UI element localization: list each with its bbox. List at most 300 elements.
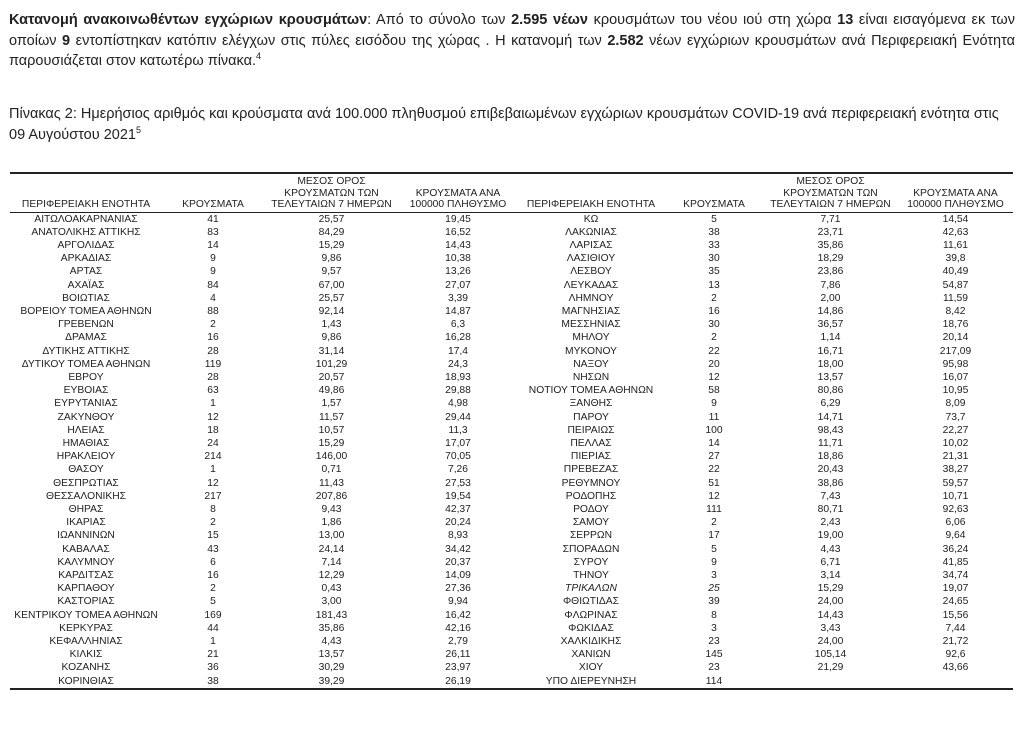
left-region-name-cell: ΑΙΤΩΛΟΑΚΑΡΝΑΝΙΑΣ — [34, 213, 138, 225]
right-region-name-cell: ΠΕΛΛΑΣ — [570, 437, 612, 449]
left-avg-7day-cell: 25,57 — [318, 292, 345, 304]
right-cases-cell: 2 — [711, 292, 717, 304]
table-row — [10, 543, 1013, 556]
left-region-name-cell: ΒΟΙΩΤΙΑΣ — [62, 292, 110, 304]
right-cases-per-100k-cell: 73,7 — [945, 411, 966, 423]
table-row — [10, 384, 1013, 397]
right-region-name-cell: ΚΩ — [583, 213, 599, 225]
left-cases-cell: 16 — [207, 569, 219, 581]
right-avg-7day-cell: 23,86 — [817, 266, 844, 278]
left-cases-cell: 28 — [207, 345, 219, 357]
table-row — [10, 371, 1013, 384]
right-region-name-cell: ΦΛΩΡΙΝΑΣ — [564, 609, 618, 621]
left-avg-7day-cell: 11,43 — [318, 477, 344, 489]
left-region-name-cell: ΔΥΤΙΚΗΣ ΑΤΤΙΚΗΣ — [42, 345, 130, 357]
right-cases-per-100k-cell: 34,74 — [942, 569, 969, 581]
right-avg-7day-cell: 4,43 — [820, 543, 841, 555]
right-cases-per-100k-cell: 40,49 — [942, 266, 969, 278]
left-cases-per-100k-cell: 34,42 — [445, 543, 471, 555]
right-cases-per-100k-cell: 10,02 — [942, 437, 969, 449]
right-cases-cell: 20 — [708, 358, 720, 370]
left-cases-cell: 169 — [204, 609, 222, 621]
right-avg-7day-cell: 16,71 — [817, 345, 844, 357]
left-cases-per-100k-cell: 17,4 — [447, 345, 469, 357]
left-avg-7day-cell: 11,57 — [318, 411, 344, 423]
right-cases-cell: 2 — [711, 332, 717, 344]
table-row — [10, 648, 1013, 661]
intro-text: εντοπίστηκαν κατόπιν ελέγχων στις πύλες εισόδου της χώρας . Η κατανομή των — [70, 32, 608, 49]
left-cases-cell: 21 — [207, 649, 219, 661]
right-cases-cell: 13 — [708, 279, 720, 291]
right-cases-cell: 14 — [708, 437, 720, 449]
right-region-name-cell: ΠΑΡΟΥ — [573, 411, 609, 423]
right-region-name-cell: ΜΗΛΟΥ — [572, 332, 610, 344]
right-region-name-cell: ΜΕΣΣΗΝΙΑΣ — [561, 319, 621, 331]
intro-text: είναι εισαγόμενα εκ των οποίων — [9, 12, 1016, 49]
left-region-name-cell: ΑΡΚΑΔΙΑΣ — [60, 253, 112, 265]
left-avg-7day-cell: 15,29 — [318, 239, 345, 251]
left-avg-7day-cell: 67,00 — [318, 279, 345, 291]
right-cases-per-100k-cell: 20,14 — [942, 332, 969, 344]
left-avg-7day-cell: 9,43 — [321, 503, 342, 515]
left-avg-7day-cell: 7,14 — [321, 556, 342, 568]
right-cases-cell: 17 — [708, 530, 720, 542]
table-row — [10, 622, 1013, 635]
right-region-name-cell: ΜΑΓΝΗΣΙΑΣ — [561, 305, 621, 317]
header-7day-avg: ΜΕΣΟΣ ΟΡΟΣ ΚΡΟΥΣΜΑΤΩΝ ΤΩΝ ΤΕΛΕΥΤΑΙΩΝ 7 ΗΜΕΡΩΝ — [763, 174, 898, 212]
right-region-name-cell: ΛΑΚΩΝΙΑΣ — [565, 226, 617, 238]
left-avg-7day-cell: 13,00 — [318, 530, 345, 542]
right-avg-7day-cell: 7,71 — [820, 213, 841, 225]
right-region-name-cell: ΡΟΔΟΠΗΣ — [565, 490, 617, 502]
left-avg-7day-cell: 92,14 — [318, 305, 345, 317]
table-row — [10, 503, 1013, 516]
header-region: ΠΕΡΙΦΕΡΕΙΑΚΗ ΕΝΟΤΗΤΑ — [517, 174, 665, 212]
left-avg-7day-cell: 1,43 — [321, 319, 342, 331]
left-cases-cell: 28 — [207, 371, 219, 383]
right-avg-7day-cell: 20,43 — [817, 464, 844, 476]
left-cases-cell: 24 — [207, 437, 219, 449]
table-row — [10, 305, 1013, 318]
table-row — [10, 556, 1013, 569]
left-avg-7day-cell: 9,57 — [321, 266, 342, 278]
left-cases-per-100k-cell: 70,05 — [445, 451, 471, 463]
right-cases-per-100k-cell: 22,27 — [942, 424, 969, 436]
header-cases: ΚΡΟΥΣΜΑΤΑ — [162, 174, 264, 212]
right-region-name-cell: ΦΘΙΩΤΙΔΑΣ — [562, 596, 620, 608]
right-cases-per-100k-cell — [898, 675, 1013, 689]
right-avg-7day-cell: 1,14 — [820, 332, 841, 344]
header-per-100k: ΚΡΟΥΣΜΑΤΑ ΑΝΑ 100000 ΠΛΗΘΥΣΜΟ — [898, 174, 1013, 212]
right-cases-cell: 25 — [708, 583, 720, 595]
left-cases-per-100k-cell: 24,3 — [447, 358, 469, 370]
left-region-name-cell: ΘΑΣΟΥ — [68, 464, 104, 476]
left-region-name-cell: ΙΚΑΡΙΑΣ — [66, 517, 106, 529]
left-cases-per-100k-cell: 19,54 — [445, 490, 471, 502]
left-cases-per-100k-cell: 14,09 — [445, 569, 471, 581]
right-cases-per-100k-cell: 54,87 — [942, 279, 969, 291]
footnote-ref: 4 — [256, 51, 262, 62]
right-region-name-cell: ΛΑΣΙΘΙΟΥ — [566, 253, 616, 265]
left-cases-cell: 16 — [207, 332, 219, 344]
right-avg-7day-cell: 6,29 — [820, 398, 841, 410]
left-region-name-cell: ΙΩΑΝΝΙΝΩΝ — [57, 530, 115, 542]
left-avg-7day-cell: 1,57 — [321, 398, 342, 410]
intro-total-new: 2.595 νέων — [511, 12, 588, 28]
left-cases-cell: 36 — [207, 662, 219, 674]
left-region-name-cell: ΚΑΣΤΟΡΙΑΣ — [57, 596, 115, 608]
right-region-name-cell: ΝΗΣΩΝ — [572, 371, 610, 383]
right-region-name-cell: ΝΑΞΟΥ — [573, 358, 609, 370]
right-cases-per-100k-cell: 15,56 — [942, 609, 969, 621]
left-avg-7day-cell: 10,57 — [318, 424, 345, 436]
left-cases-cell: 1 — [210, 636, 216, 647]
left-avg-7day-cell: 13,57 — [318, 649, 345, 661]
right-cases-per-100k-cell: 7,44 — [945, 622, 966, 634]
left-cases-per-100k-cell: 16,52 — [445, 226, 471, 238]
table-row — [10, 318, 1013, 331]
left-cases-per-100k-cell: 18,93 — [445, 371, 471, 383]
right-cases-cell: 33 — [708, 239, 720, 251]
left-cases-per-100k-cell: 4,98 — [447, 398, 469, 410]
left-cases-per-100k-cell: 16,42 — [445, 609, 471, 621]
left-cases-cell: 63 — [207, 385, 219, 397]
left-region-name-cell: ΚΟΡΙΝΘΙΑΣ — [10, 675, 162, 689]
left-region-name-cell: ΚΑΡΔΙΤΣΑΣ — [58, 569, 114, 581]
left-region-name-cell: ΖΑΚΥΝΘΟΥ — [57, 411, 115, 423]
left-cases-cell: 88 — [207, 305, 219, 317]
left-avg-7day-cell: 25,57 — [318, 213, 345, 225]
right-cases-per-100k-cell: 39,8 — [945, 253, 966, 265]
right-cases-per-100k-cell: 8,42 — [945, 305, 966, 317]
left-avg-7day-cell: 31,14 — [318, 345, 345, 357]
right-cases-per-100k-cell: 16,07 — [942, 371, 969, 383]
right-avg-7day-cell: 14,43 — [817, 609, 844, 621]
right-cases-per-100k-cell: 8,09 — [945, 398, 966, 410]
intro-paragraph — [9, 10, 1015, 72]
table-row — [10, 226, 1013, 239]
intro-text: κρουσμάτων του νέου ιού στη χώρα — [587, 12, 838, 28]
table-row — [10, 463, 1013, 476]
table-row — [10, 212, 1013, 226]
right-cases-cell: 35 — [708, 266, 720, 278]
right-cases-cell: 38 — [708, 226, 720, 238]
table-row — [10, 252, 1013, 265]
right-avg-7day-cell: 14,71 — [817, 411, 844, 423]
left-cases-cell: 84 — [207, 279, 219, 291]
table-row — [10, 331, 1013, 344]
right-cases-cell: 12 — [708, 490, 720, 502]
left-cases-per-100k-cell: 23,97 — [445, 662, 471, 674]
header-region: ΠΕΡΙΦΕΡΕΙΑΚΗ ΕΝΟΤΗΤΑ — [10, 174, 162, 212]
left-cases-per-100k-cell: 7,26 — [447, 464, 469, 476]
left-cases-per-100k-cell: 27,36 — [445, 583, 471, 595]
left-cases-cell: 44 — [207, 622, 219, 634]
right-avg-7day-cell: 80,71 — [817, 503, 844, 515]
intro-imported: 13 — [837, 12, 854, 28]
table-row — [10, 279, 1013, 292]
left-avg-7day-cell: 0,71 — [321, 464, 342, 476]
left-cases-cell: 14 — [207, 239, 219, 251]
right-cases-cell: 3 — [711, 569, 717, 581]
left-region-name-cell: ΕΒΡΟΥ — [68, 371, 104, 383]
table-row — [10, 292, 1013, 305]
left-cases-per-100k-cell: 16,28 — [445, 332, 471, 344]
left-cases-per-100k-cell: 27,53 — [445, 477, 471, 489]
table-row — [10, 437, 1013, 450]
right-cases-per-100k-cell: 38,27 — [942, 464, 969, 476]
right-region-name-cell: ΧΑΝΙΩΝ — [571, 649, 611, 661]
left-region-name-cell: ΚΑΡΠΑΘΟΥ — [57, 583, 115, 595]
right-region-name-cell: ΠΡΕΒΕΖΑΣ — [563, 464, 619, 476]
left-cases-per-100k-cell: 8,93 — [447, 530, 469, 542]
left-cases-cell: 38 — [162, 675, 264, 689]
right-cases-cell: 2 — [711, 517, 717, 529]
right-cases-cell: 22 — [708, 345, 720, 357]
right-region-name-cell: ΛΕΣΒΟΥ — [570, 266, 612, 278]
right-cases-per-100k-cell: 10,95 — [942, 385, 969, 397]
right-cases-per-100k-cell: 9,64 — [945, 530, 966, 542]
header-7day-avg: ΜΕΣΟΣ ΟΡΟΣ ΚΡΟΥΣΜΑΤΩΝ ΤΩΝ ΤΕΛΕΥΤΑΙΩΝ 7 ΗΜΕΡΩΝ — [264, 174, 399, 212]
right-cases-cell: 58 — [708, 385, 720, 397]
right-cases-per-100k-cell: 92,6 — [945, 649, 966, 661]
left-avg-7day-cell: 39,29 — [264, 675, 399, 689]
right-cases-cell: 39 — [708, 596, 720, 608]
table-row — [10, 345, 1013, 358]
right-avg-7day-cell: 19,00 — [817, 530, 844, 542]
right-cases-per-100k-cell: 24,65 — [942, 596, 969, 608]
right-region-name-cell: ΤΗΝΟΥ — [573, 569, 609, 581]
right-region-name-cell: ΛΑΡΙΣΑΣ — [569, 239, 613, 251]
right-cases-cell: 5 — [711, 543, 717, 555]
right-avg-7day-cell: 6,71 — [820, 556, 841, 568]
table-row — [10, 450, 1013, 463]
right-avg-7day-cell: 3,43 — [820, 622, 841, 634]
right-cases-cell: 22 — [708, 464, 720, 476]
right-cases-per-100k-cell: 14,54 — [942, 213, 969, 225]
left-avg-7day-cell: 1,86 — [321, 517, 342, 529]
right-region-name-cell: ΣΥΡΟΥ — [573, 556, 609, 568]
left-cases-per-100k-cell: 42,16 — [445, 622, 471, 634]
left-cases-per-100k-cell: 26,11 — [445, 649, 471, 661]
right-cases-cell: 30 — [708, 319, 720, 331]
left-cases-cell: 217 — [204, 490, 222, 502]
intro-text: : Από το σύνολο των — [367, 12, 512, 28]
right-avg-7day-cell: 21,29 — [817, 662, 844, 674]
right-avg-7day-cell: 105,14 — [814, 649, 847, 661]
intro-text: νέων εγχώριων κρουσμάτων ανά Περιφερειακή Ενότητα παρουσιάζεται στον κατωτέρω πίνακα. — [9, 32, 1016, 69]
right-avg-7day-cell: 2,43 — [820, 517, 841, 529]
right-region-name-cell: ΠΙΕΡΙΑΣ — [570, 451, 612, 463]
right-cases-cell: 9 — [711, 556, 717, 568]
right-avg-7day-cell: 36,57 — [817, 319, 844, 331]
right-cases-cell: 3 — [711, 622, 717, 634]
left-region-name-cell: ΘΕΣΣΑΛΟΝΙΚΗΣ — [45, 490, 127, 502]
right-cases-cell: 51 — [708, 477, 720, 489]
right-avg-7day-cell: 38,86 — [817, 477, 844, 489]
right-avg-7day-cell: 24,00 — [817, 636, 844, 647]
right-cases-cell: 27 — [708, 451, 720, 463]
right-cases-per-100k-cell: 10,71 — [942, 490, 969, 502]
intro-heading: Κατανομή ανακοινωθέντων εγχώριων κρουσμάτων — [9, 12, 368, 28]
right-cases-per-100k-cell: 42,63 — [942, 226, 969, 238]
left-cases-per-100k-cell: 19,45 — [445, 213, 471, 225]
right-cases-cell: 145 — [705, 649, 723, 661]
right-cases-cell: 100 — [705, 424, 723, 436]
right-region-name-cell: ΞΑΝΘΗΣ — [569, 398, 613, 410]
left-cases-cell: 1 — [210, 398, 216, 410]
right-region-name-cell: ΛΗΜΝΟΥ — [568, 292, 614, 304]
left-cases-cell: 83 — [207, 226, 219, 238]
left-region-name-cell: ΓΡΕΒΕΝΩΝ — [58, 319, 114, 331]
left-region-name-cell: ΔΡΑΜΑΣ — [65, 332, 107, 344]
left-cases-cell: 4 — [210, 292, 216, 304]
table-row — [10, 239, 1013, 252]
table-header-row — [10, 174, 1013, 212]
right-cases-cell: 5 — [711, 213, 717, 225]
table-row — [10, 477, 1013, 490]
left-region-name-cell: ΚΑΛΥΜΝΟΥ — [57, 556, 115, 568]
left-cases-per-100k-cell: 14,43 — [445, 239, 471, 251]
cases-table — [10, 172, 1013, 690]
left-cases-per-100k-cell: 6,3 — [450, 319, 466, 331]
left-cases-per-100k-cell: 13,26 — [445, 266, 471, 278]
right-avg-7day-cell: 15,29 — [817, 583, 844, 595]
left-cases-per-100k-cell: 29,44 — [445, 411, 471, 423]
right-avg-7day-cell: 98,43 — [817, 424, 844, 436]
right-cases-cell: 9 — [711, 398, 717, 410]
left-cases-cell: 18 — [207, 424, 219, 436]
right-region-name-cell: ΣΑΜΟΥ — [572, 517, 610, 529]
left-region-name-cell: ΘΕΣΠΡΩΤΙΑΣ — [53, 477, 119, 489]
right-avg-7day-cell: 80,86 — [817, 385, 844, 397]
right-region-name-cell: ΡΕΘΥΜΝΟΥ — [561, 477, 621, 489]
left-cases-cell: 8 — [210, 503, 216, 515]
right-cases-per-100k-cell: 11,59 — [942, 292, 968, 304]
left-region-name-cell: ΚΙΛΚΙΣ — [69, 649, 103, 661]
right-cases-per-100k-cell: 92,63 — [942, 503, 969, 515]
right-cases-per-100k-cell: 6,06 — [945, 517, 966, 529]
left-region-name-cell: ΚΕΦΑΛΛΗΝΙΑΣ — [49, 636, 123, 647]
left-cases-per-100k-cell: 27,07 — [445, 279, 471, 291]
left-avg-7day-cell: 9,86 — [321, 332, 342, 344]
left-region-name-cell: ΒΟΡΕΙΟΥ ΤΟΜΕΑ ΑΘΗΝΩΝ — [20, 305, 152, 317]
left-region-name-cell: ΑΡΤΑΣ — [69, 266, 103, 278]
left-region-name-cell: ΚΕΝΤΡΙΚΟΥ ΤΟΜΕΑ ΑΘΗΝΩΝ — [14, 609, 158, 621]
footnote-ref: 5 — [135, 124, 141, 135]
right-cases-cell: 11 — [708, 411, 720, 423]
left-cases-cell: 6 — [210, 556, 216, 568]
right-cases-per-100k-cell: 95,98 — [942, 358, 969, 370]
intro-domestic: 2.582 — [607, 32, 644, 49]
left-cases-per-100k-cell: 2,79 — [447, 636, 469, 647]
left-cases-per-100k-cell: 42,37 — [445, 503, 471, 515]
right-region-name-cell: ΤΡΙΚΑΛΩΝ — [565, 583, 617, 595]
left-avg-7day-cell: 9,86 — [321, 253, 342, 265]
right-region-name-cell: ΣΕΡΡΩΝ — [569, 530, 613, 542]
left-region-name-cell: ΕΥΒΟΙΑΣ — [63, 385, 109, 397]
left-avg-7day-cell: 20,57 — [318, 371, 345, 383]
right-cases-per-100k-cell: 36,24 — [942, 543, 969, 555]
table-caption — [9, 104, 1015, 145]
right-avg-7day-cell: 23,71 — [817, 226, 844, 238]
right-avg-7day-cell: 7,43 — [820, 490, 841, 502]
right-cases-per-100k-cell: 43,66 — [942, 662, 969, 674]
right-cases-cell: 8 — [711, 609, 717, 621]
right-avg-7day-cell: 13,57 — [817, 371, 844, 383]
left-cases-cell: 2 — [210, 517, 216, 529]
right-region-name-cell: ΜΥΚΟΝΟΥ — [565, 345, 617, 357]
table-row — [10, 595, 1013, 608]
left-cases-cell: 41 — [207, 213, 219, 225]
left-cases-per-100k-cell: 11,3 — [448, 424, 468, 436]
right-avg-7day-cell: 3,14 — [820, 569, 841, 581]
left-avg-7day-cell: 84,29 — [318, 226, 345, 238]
left-cases-per-100k-cell: 9,94 — [447, 596, 469, 608]
right-avg-7day-cell: 2,00 — [820, 292, 841, 304]
table-row — [10, 635, 1013, 648]
table-row — [10, 609, 1013, 622]
left-region-name-cell: ΗΡΑΚΛΕΙΟΥ — [56, 451, 116, 463]
left-region-name-cell: ΚΕΡΚΥΡΑΣ — [59, 622, 113, 634]
left-avg-7day-cell: 0,43 — [321, 583, 342, 595]
left-cases-per-100k-cell: 20,37 — [445, 556, 471, 568]
left-cases-cell: 9 — [210, 266, 216, 278]
left-region-name-cell: ΚΑΒΑΛΑΣ — [62, 543, 110, 555]
right-avg-7day-cell: 35,86 — [817, 239, 844, 251]
left-region-name-cell: ΑΡΓΟΛΙΔΑΣ — [57, 239, 115, 251]
left-region-name-cell: ΔΥΤΙΚΟΥ ΤΟΜΕΑ ΑΘΗΝΩΝ — [21, 358, 151, 370]
left-cases-cell: 12 — [207, 477, 219, 489]
right-cases-per-100k-cell: 19,07 — [942, 583, 969, 595]
left-cases-per-100k-cell: 20,24 — [445, 517, 471, 529]
left-avg-7day-cell: 24,14 — [318, 543, 345, 555]
left-cases-cell: 15 — [207, 530, 219, 542]
left-cases-cell: 5 — [210, 596, 216, 608]
right-cases-per-100k-cell: 21,72 — [942, 636, 969, 647]
left-region-name-cell: ΕΥΡΥΤΑΝΙΑΣ — [54, 398, 118, 410]
right-region-name-cell: ΦΩΚΙΔΑΣ — [568, 622, 614, 634]
intro-border: 9 — [62, 32, 71, 49]
right-cases-cell: 23 — [708, 636, 720, 647]
right-region-name-cell: ΣΠΟΡΑΔΩΝ — [562, 543, 620, 555]
left-region-name-cell: ΑΧΑΪΑΣ — [67, 279, 105, 291]
left-avg-7day-cell: 15,29 — [318, 437, 345, 449]
right-region-name-cell: ΥΠΟ ΔΙΕΡΕΥΝΗΣΗ — [517, 675, 665, 689]
right-region-name-cell: ΝΟΤΙΟΥ ΤΟΜΕΑ ΑΘΗΝΩΝ — [528, 385, 654, 397]
right-avg-7day-cell: 18,00 — [817, 358, 844, 370]
table-row — [10, 265, 1013, 278]
right-cases-cell: 114 — [665, 675, 763, 689]
right-region-name-cell: ΛΕΥΚΑΔΑΣ — [563, 279, 619, 291]
header-cases: ΚΡΟΥΣΜΑΤΑ — [665, 174, 763, 212]
table-row — [10, 516, 1013, 529]
right-cases-per-100k-cell: 21,31 — [942, 451, 969, 463]
table-row — [10, 424, 1013, 437]
right-region-name-cell: ΧΑΛΚΙΔΙΚΗΣ — [560, 636, 622, 647]
left-avg-7day-cell: 207,86 — [315, 490, 348, 502]
table-row — [10, 582, 1013, 595]
left-region-name-cell: ΗΜΑΘΙΑΣ — [62, 437, 110, 449]
left-avg-7day-cell: 30,29 — [318, 662, 345, 674]
right-cases-cell: 16 — [708, 305, 720, 317]
right-cases-per-100k-cell: 59,57 — [942, 477, 969, 489]
left-region-name-cell: ΘΗΡΑΣ — [68, 503, 104, 515]
right-cases-cell: 12 — [708, 371, 720, 383]
caption-text: Πίνακας 2: Ημερήσιος αριθμός και κρούσματα ανά 100.000 πληθυσμού επιβεβαιωμένων εγχώριων κρουσμάτων COVID-19 ανά περιφερειακή ενότητα στις 09 Αυγούστου 2021 — [9, 106, 999, 143]
table-row — [10, 411, 1013, 424]
right-avg-7day-cell: 14,86 — [817, 305, 844, 317]
